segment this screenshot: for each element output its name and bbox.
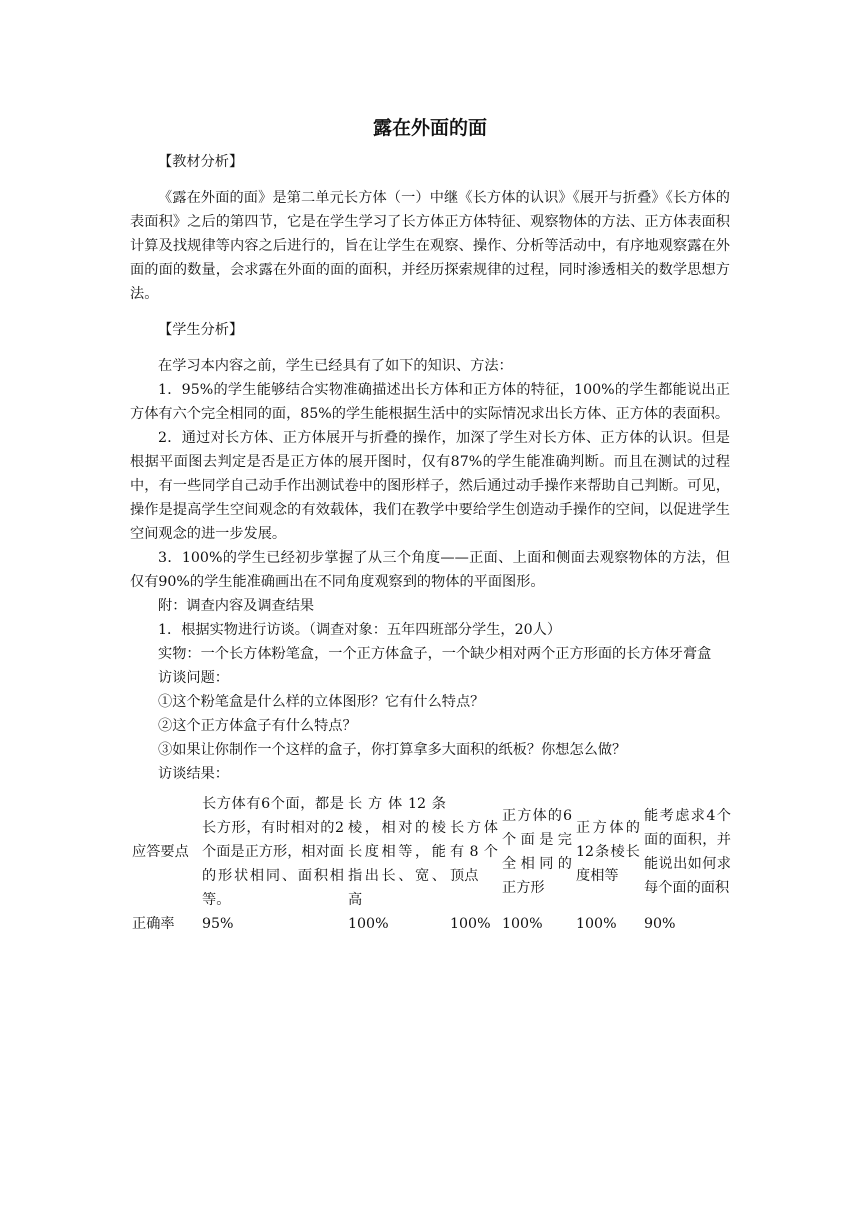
table-cell: 95%: [202, 916, 234, 932]
questions-label: 访谈问题：: [158, 670, 229, 686]
table-row: [130, 912, 733, 936]
table-row: [130, 792, 733, 912]
table-cell: 100%: [348, 916, 389, 932]
table-cell: 100%: [502, 916, 543, 932]
document-content: [130, 108, 730, 936]
objects-line: 实物：一个长方体粉笔盒，一个正方体盒子，一个缺少相对两个正方形面的长方体牙膏盒: [158, 646, 712, 662]
section-heading-material: 【教材分析】: [158, 154, 244, 170]
table-cell-label: 应答要点: [132, 844, 189, 860]
table-cell: 长方体有6个面，都是长方形，有时相对的2个面是正方形，相对面的形状相同、面积相等。: [202, 796, 344, 908]
table-cell: 100%: [576, 916, 617, 932]
student-point-1: 1．95%的学生能够结合实物准确描述出长方体和正方体的特征，100%的学生都能说出正方体有六个完全相同的面，85%的学生能根据生活中的实际情况求出长方体、正方体的表面积。: [130, 382, 730, 422]
material-analysis-paragraph: 《露在外面的面》是第二单元长方体（一）中继《长方体的认识》《展开与折叠》《长方体的表面积》之后的第四节，它是在学生学习了长方体正方体特征、观察物体的方法、正方体表面积计算及找规律等内容之后进行的，旨在让学生在观察、操作、分析等活动中，有序地观察露在外面的面的数量，会求露在外面的面的面积，并经历探索规律的过程，同时渗透相关的数学思想方法。: [130, 190, 730, 302]
question-3: ③如果让你制作一个这样的盒子，你打算拿多大面积的纸板？你想怎么做？: [158, 742, 627, 758]
table-cell: 长方体12条棱，相对的棱长度相等，能指出长、宽、高: [348, 796, 446, 908]
results-label: 访谈结果：: [158, 766, 229, 782]
student-intro-paragraph: 在学习本内容之前，学生已经具有了如下的知识、方法：: [158, 358, 513, 374]
question-1: ①这个粉笔盒是什么样的立体图形？它有什么特点？: [158, 694, 485, 710]
interview-results-table: [130, 792, 733, 936]
table-cell: 90%: [644, 916, 676, 932]
table-cell: 正方体的6个面是完全相同的正方形: [502, 808, 572, 896]
table-cell: 能考虑求4个面的面积，并能说出如何求每个面的面积: [644, 808, 731, 896]
table-cell: 长方体有8个顶点: [450, 820, 498, 884]
interview-line: 1．根据实物进行访谈。（调查对象：五年四班部分学生，20人）: [158, 622, 562, 638]
table-cell: 100%: [450, 916, 491, 932]
student-point-2: 2．通过对长方体、正方体展开与折叠的操作，加深了学生对长方体、正方体的认识。但是根据平面图去判定是否是正方体的展开图时，仅有87%的学生能准确判断。而且在测试的过程中，有一些同学自己动手作出测试卷中的图形样子，然后通过动手操作来帮助自己判断。可见，操作是提高学生空间观念的有效载体，我们在教学中要给学生创造动手操作的空间，以促进学生空间观念的进一步发展。: [130, 430, 730, 542]
student-point-3: 3．100%的学生已经初步掌握了从三个角度——正面、上面和侧面去观察物体的方法，但仅有90%的学生能准确画出在不同角度观察到的物体的平面图形。: [130, 550, 730, 590]
document-title: 露在外面的面: [372, 117, 487, 139]
table-cell: 正方体的12条棱长度相等: [576, 820, 640, 884]
question-2: ②这个正方体盒子有什么特点？: [158, 718, 357, 734]
appendix-line: 附：调查内容及调查结果: [158, 598, 315, 614]
section-heading-student: 【学生分析】: [158, 322, 244, 338]
table-cell-label: 正确率: [132, 916, 175, 932]
